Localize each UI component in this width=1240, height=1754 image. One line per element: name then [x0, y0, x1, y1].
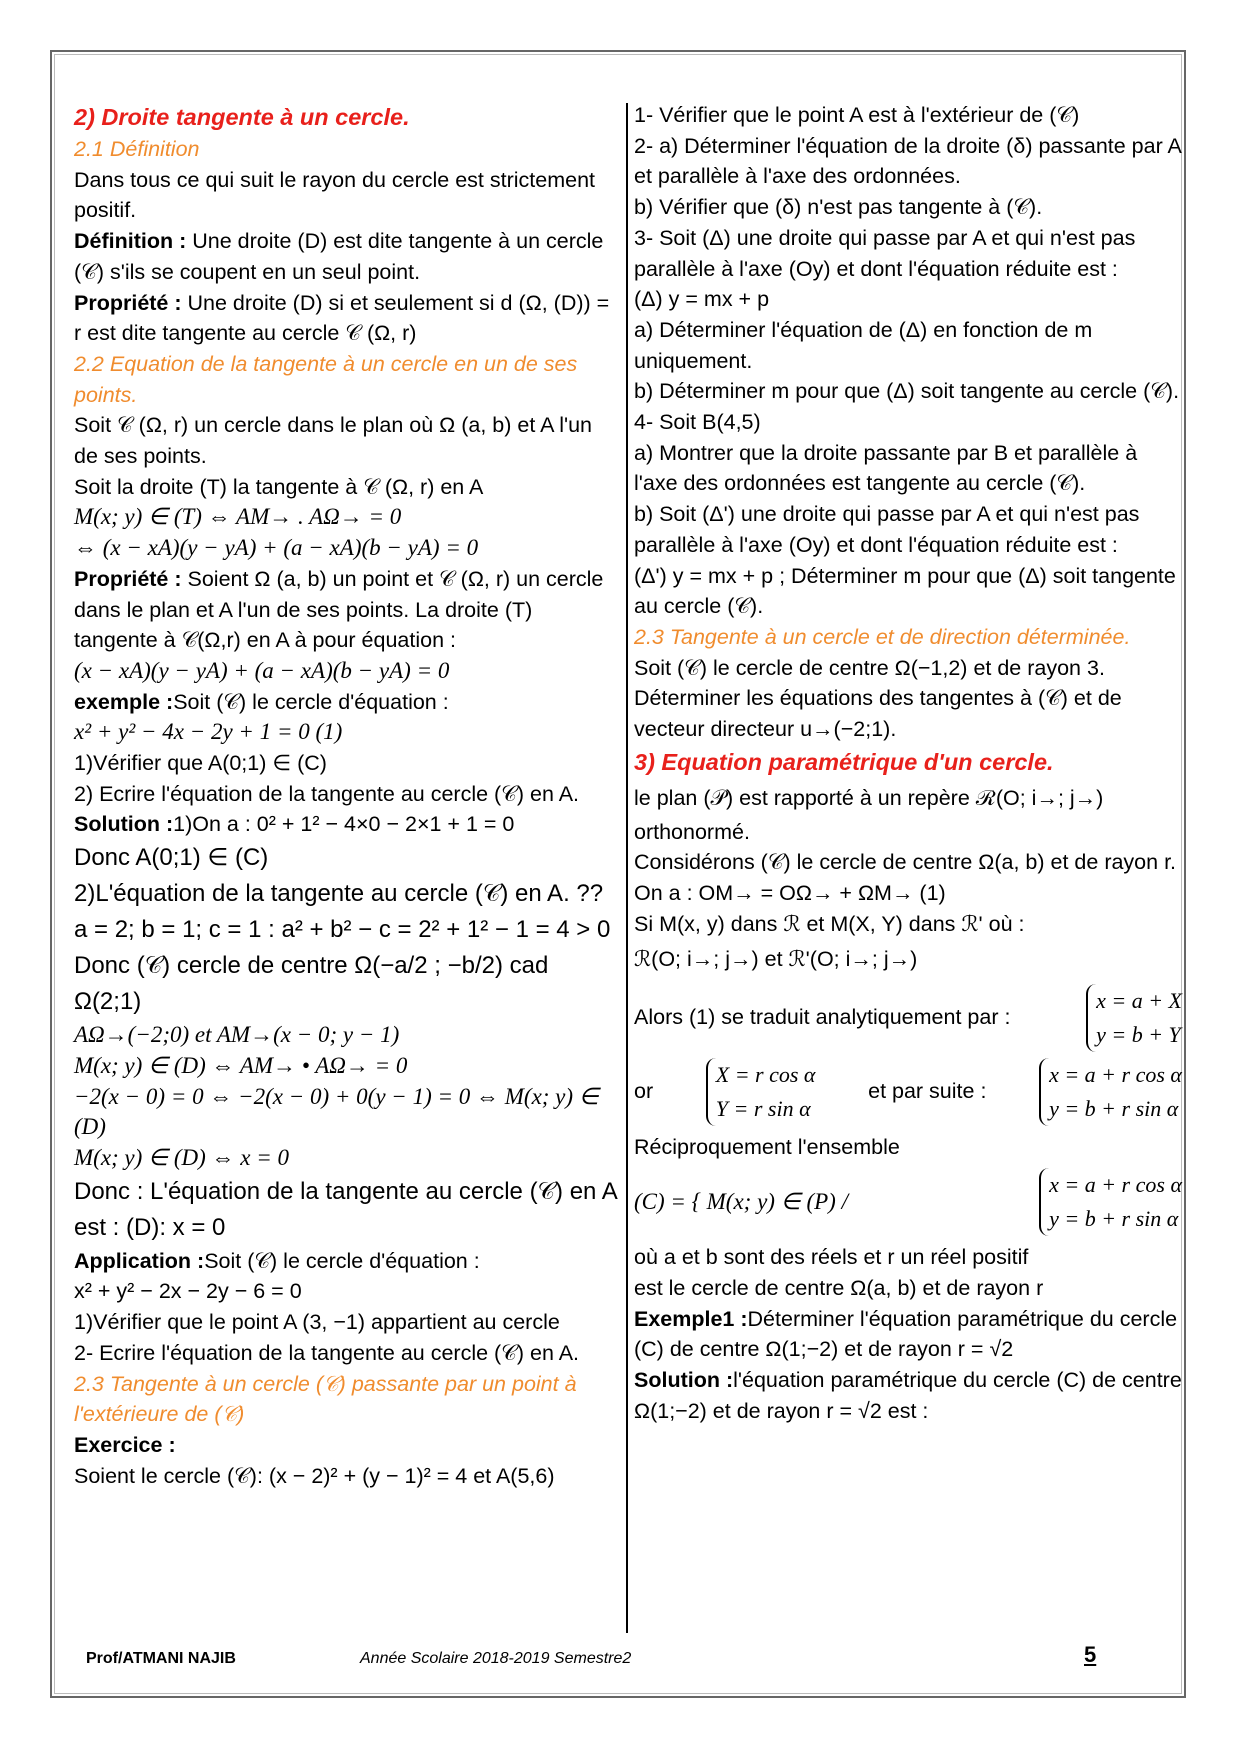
page-number: 5 [1084, 1642, 1097, 1667]
math-line: M(x; y) ∈ (D) ⇔ x = 0 [74, 1144, 289, 1170]
paragraph: Soit la droite (T) la tangente à 𝒞 (Ω, r) en A [74, 474, 484, 499]
paragraph: 1- Vérifier que le point A est à l'extérieur de (𝒞) [634, 103, 1080, 127]
paragraph: Considérons (𝒞) le cercle de centre Ω(a, b) et de rayon r. On a : OM→ = OΩ→ + ΩM→ (1) [634, 850, 1177, 906]
bold-label: Propriété : [74, 566, 188, 591]
bold-label: Définition : [74, 229, 193, 254]
bold-label: Propriété : [74, 290, 188, 315]
text-line: Donc A(0;1) ∈ (C) [74, 844, 269, 872]
math-line: AΩ→(−2;0) et AM→(x − 0; y − 1) [74, 1022, 400, 1048]
paragraph: orthonormé. [634, 819, 750, 844]
system-eq: x = a + r cos α [1049, 1061, 1182, 1087]
math-line: x² + y² − 4x − 2y + 1 = 0 (1) [74, 719, 343, 745]
paragraph-text: Une droite (D) si et seulement si d (Ω, (D)) = r est dite tangente au cercle 𝒞 (Ω, r) [74, 290, 610, 346]
paragraph: 3- Soit (Δ) une droite qui passe par A et qui n'est pas parallèle à l'axe (Oy) et dont l'équation réduite est : [634, 225, 1136, 281]
subsection-heading: 2.3 Tangente à un cercle et de direction déterminée. [634, 624, 1131, 649]
paragraph [74, 809, 620, 840]
footer-author: Prof/ATMANI NAJIB [86, 1650, 236, 1667]
system-label: et par suite : [868, 1079, 987, 1104]
system-eq: y = b + r sin α [1049, 1206, 1179, 1232]
paragraph: Déterminer les équations des tangentes à (𝒞) et de vecteur directeur u→(−2;1). [634, 686, 1122, 742]
paragraph: 2) Ecrire l'équation de la tangente au cercle (𝒞) en A. [74, 781, 580, 806]
paragraph: 2- a) Déterminer l'équation de la droite (δ) passante par A et parallèle à l'axe des ordonnées. [634, 133, 1181, 189]
bold-label: Solution : [634, 1368, 734, 1393]
paragraph-text: Soit (𝒞) le cercle d'équation : [204, 1248, 480, 1273]
bold-label: Exercice : [74, 1432, 176, 1457]
math-line: M(x; y) ∈ (T) ⇔ AM→ . AΩ→ = 0 [74, 504, 402, 530]
paragraph [74, 1246, 620, 1277]
paragraph: Réciproquement l'ensemble [634, 1134, 900, 1159]
paragraph: 4- Soit B(4,5) [634, 410, 761, 435]
paragraph [74, 687, 620, 718]
system-eq: y = b + r sin α [1049, 1095, 1179, 1121]
bold-label: Solution : [74, 812, 174, 837]
paragraph [74, 1430, 620, 1461]
paragraph-text: Déterminer l'équation paramétrique du cercle (C) de centre Ω(1;−2) et de rayon r = √2 [634, 1306, 1178, 1362]
paragraph [74, 288, 620, 349]
system-label: (C) = { M(x; y) ∈ (P) / [634, 1188, 848, 1214]
paragraph: (Δ') y = mx + p ; Déterminer m pour que (Δ) soit tangente au cercle (𝒞). [634, 563, 1176, 619]
bold-label: Application : [74, 1248, 205, 1273]
text-line: ℛ(O; i→; j→) et ℛ'(O; i→; j→) [634, 946, 918, 971]
paragraph: Si M(x, y) dans ℛ et M(X, Y) dans ℛ' où : [634, 911, 1025, 936]
text-line: Donc : L'équation de la tangente au cercle (𝒞) en A est : (D): x = 0 [74, 1177, 617, 1241]
system-eq: X = r cos α [715, 1061, 816, 1087]
system-brace [1086, 984, 1182, 1052]
section-heading: 3) Equation paramétrique d'un cercle. [634, 748, 1054, 775]
footer-year: Année Scolaire 2018-2019 Semestre2 [360, 1650, 632, 1667]
paragraph: b) Vérifier que (δ) n'est pas tangente à (𝒞). [634, 195, 1043, 220]
system-brace [1039, 1058, 1182, 1126]
system-brace [1039, 1168, 1182, 1236]
paragraph: 1)Vérifier que A(0;1) ∈ (C) [74, 751, 327, 776]
subsection-heading: 2.2 Equation de la tangente à un cercle en un de ses points. [74, 351, 578, 407]
paragraph: où a et b sont des réels et r un réel positif [634, 1245, 1029, 1270]
system-eq: Y = r sin α [715, 1095, 811, 1121]
paragraph-text: Soient Ω (a, b) un point et 𝒞 (Ω, r) un cercle dans le plan et A l'un de ses points. La droite (T) tangente à 𝒞(Ω,r) en A à pour équation : [74, 566, 604, 653]
text-line: le plan (𝒫) est rapporté à un repère ℛ(O; i→; j→) [634, 785, 1104, 810]
paragraph-text: Une droite (D) est dite tangente à un cercle (𝒞) s'ils se coupent en un seul point. [74, 229, 604, 284]
equation-system [634, 1168, 1182, 1236]
text-line: Donc (𝒞) cercle de centre Ω(−a/2 ; −b/2) cad Ω(2;1) [74, 952, 549, 1016]
equation-system-pair [634, 1058, 1182, 1126]
column-divider [626, 103, 628, 1633]
paragraph-text: l'équation paramétrique du cercle (C) de centre Ω(1;−2) et de rayon r = √2 est : [634, 1368, 1182, 1423]
paragraph: x² + y² − 2x − 2y − 6 = 0 [74, 1279, 302, 1304]
paragraph-text: Soit (𝒞) le cercle d'équation : [173, 689, 449, 714]
paragraph: 1)Vérifier que le point A (3, −1) appartient au cercle [74, 1310, 560, 1335]
paragraph [74, 226, 620, 287]
paragraph [634, 1365, 1182, 1426]
equation-system [634, 984, 1182, 1052]
paragraph: est le cercle de centre Ω(a, b) et de rayon r [634, 1275, 1044, 1300]
paragraph: Soit (𝒞) le cercle de centre Ω(−1,2) et de rayon 3. [634, 655, 1105, 680]
math-line: (x − xA)(y − yA) + (a − xA)(b − yA) = 0 [74, 657, 450, 683]
subsection-heading: 2.3 Tangente à un cercle (𝒞) passante par un point à l'extérieure de (𝒞) [74, 1371, 577, 1427]
math-line: M(x; y) ∈ (D) ⇔ AM→ • AΩ→ = 0 [74, 1052, 408, 1078]
system-eq: x = a + X [1096, 987, 1182, 1013]
paragraph [634, 1304, 1182, 1365]
left-column [74, 100, 620, 1491]
math-line: −2(x − 0) = 0 ⇔ −2(x − 0) + 0(y − 1) = 0 ⇔ M(x; y) ∈ (D) [74, 1083, 599, 1140]
text-line: a = 2; b = 1; c = 1 : a² + b² − c = 2² + 1² − 1 = 4 > 0 [74, 916, 611, 944]
paragraph: (Δ) y = mx + p [634, 287, 770, 312]
paragraph: a) Montrer que la droite passante par B et parallèle à l'axe des ordonnées est tangente au cercle (𝒞). [634, 440, 1138, 496]
right-column [634, 100, 1182, 1427]
system-brace [706, 1058, 816, 1126]
bold-label: exemple : [74, 689, 174, 714]
system-label: or [634, 1079, 654, 1104]
paragraph: a) Déterminer l'équation de (Δ) en fonction de m uniquement. [634, 317, 1093, 373]
paragraph: b) Déterminer m pour que (Δ) soit tangente au cercle (𝒞). [634, 379, 1180, 404]
system-label: Alors (1) se traduit analytiquement par : [634, 1005, 1011, 1030]
subsection-heading: 2.1 Définition [74, 137, 200, 161]
paragraph [74, 564, 620, 656]
bold-label: Exemple1 : [634, 1306, 748, 1331]
paragraph: Soient le cercle (𝒞): (x − 2)² + (y − 1)² = 4 et A(5,6) [74, 1463, 555, 1488]
paragraph: Dans tous ce qui suit le rayon du cercle est strictement positif. [74, 167, 596, 223]
text-line: 2)L'équation de la tangente au cercle (𝒞) en A. ?? [74, 880, 604, 908]
paragraph: Soit 𝒞 (Ω, r) un cercle dans le plan où Ω (a, b) et A l'un de ses points. [74, 413, 593, 469]
paragraph: b) Soit (Δ') une droite qui passe par A et qui n'est pas parallèle à l'axe (Oy) et dont l'équation réduite est : [634, 502, 1140, 557]
paragraph: 2- Ecrire l'équation de la tangente au cercle (𝒞) en A. [74, 1340, 580, 1365]
section-heading: 2) Droite tangente à un cercle. [74, 104, 410, 130]
math-line: ⇔ (x − xA)(y − yA) + (a − xA)(b − yA) = 0 [74, 535, 479, 561]
paragraph-text: 1)On a : 0² + 1² − 4×0 − 2×1 + 1 = 0 [173, 812, 515, 837]
system-eq: x = a + r cos α [1049, 1172, 1182, 1198]
system-eq: y = b + Y [1096, 1021, 1181, 1047]
